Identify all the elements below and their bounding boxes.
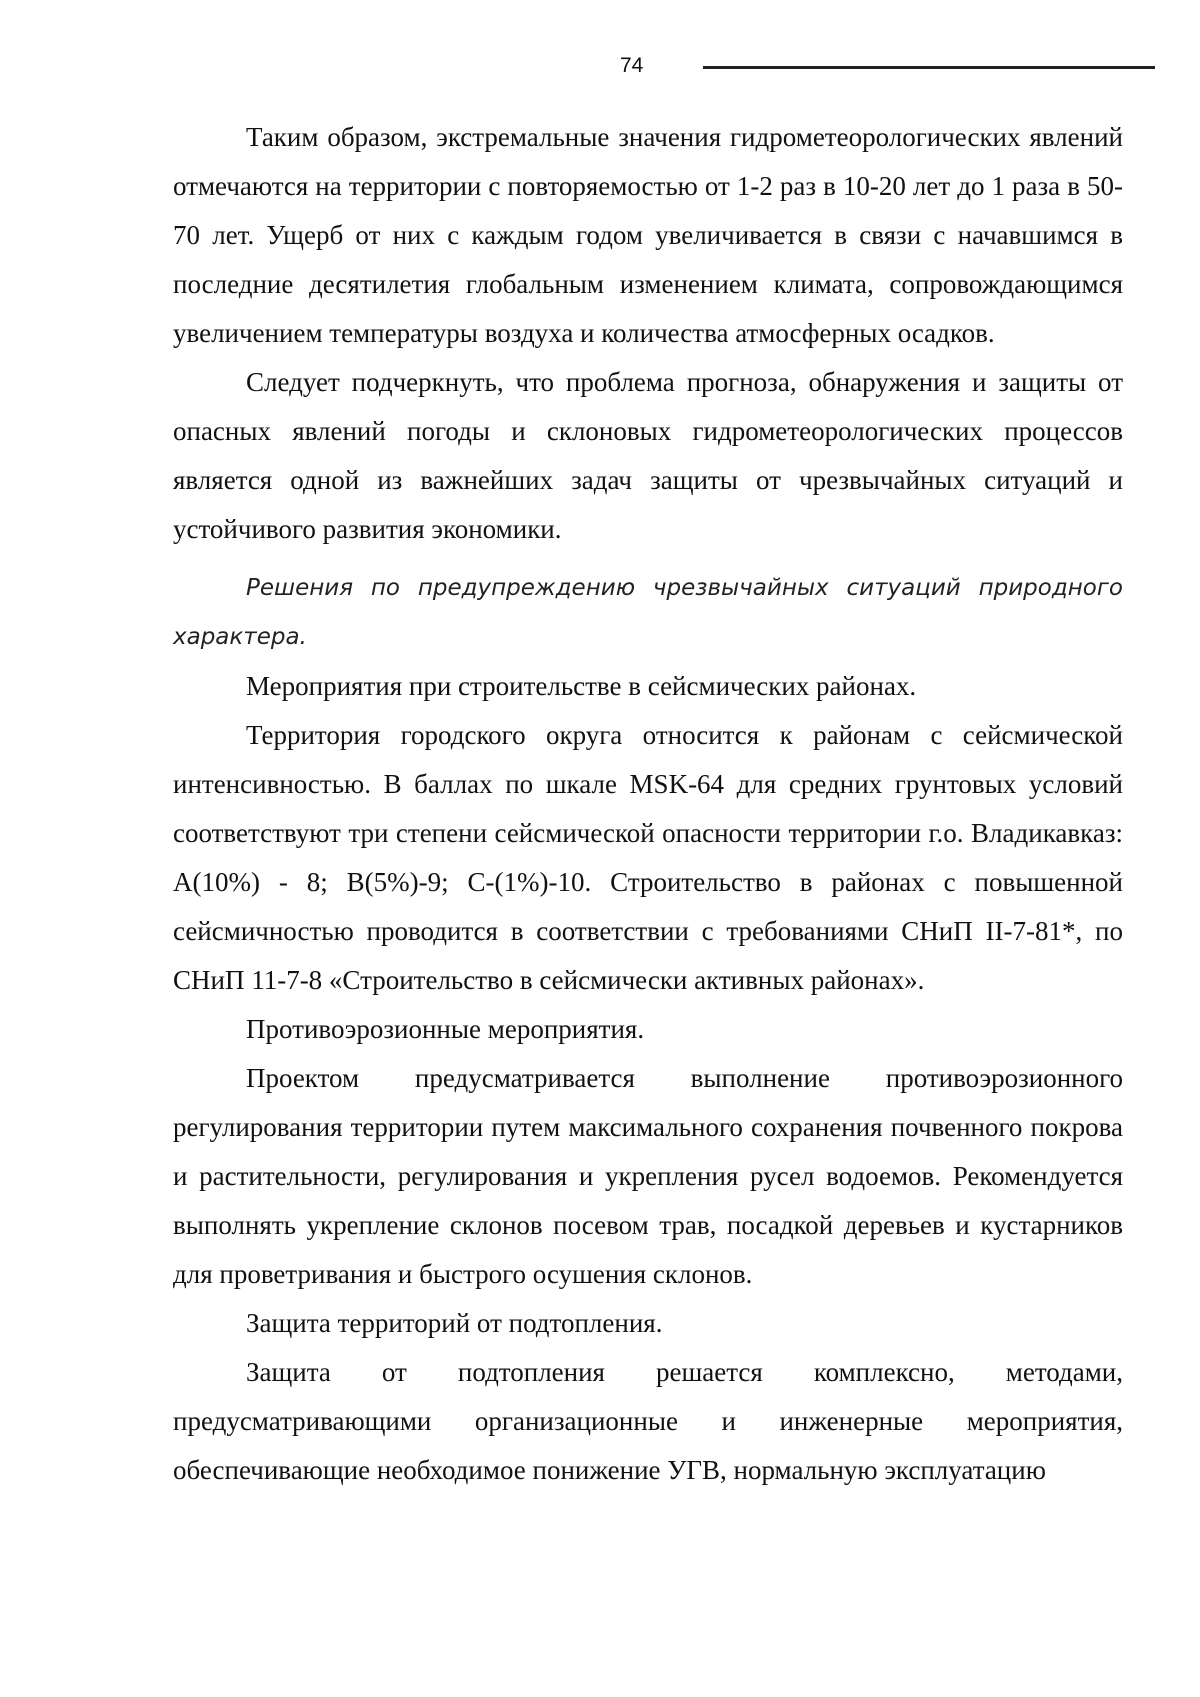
document-body	[173, 113, 1123, 1495]
subheading-flood-protection: Защита территорий от подтопления.	[246, 1308, 663, 1338]
paragraph-forecast-problem: Следует подчеркнуть, что проблема прогноза, обнаружения и защиты от опасных явлений погоды и склоновых гидрометеорологических процессов является одной из важнейших задач защиты от чрезвычайных ситуаций и устойчивого развития экономики.	[173, 367, 1123, 544]
paragraph-extreme-values: Таким образом, экстремальные значения гидрометеорологических явлений отмечаются на территории с повторяемостью от 1-2 раз в 10-20 лет до 1 раза в 50-70 лет. Ущерб от них с каждым годом увеличивается в связи с начавшимся в последние десятилетия глобальным изменением климата, сопровождающимся увеличением температуры воздуха и количества атмосферных осадков.	[173, 122, 1123, 348]
paragraph-anti-erosion: Проектом предусматривается выполнение противоэрозионного регулирования территории путем максимального сохранения почвенного покрова и растительности, регулирования и укрепления русел водоемов. Рекомендуется выполнять укрепление склонов посевом трав, посадкой деревьев и кустарников для проветривания и быстрого осушения склонов.	[173, 1063, 1123, 1289]
page-number: 74	[620, 54, 644, 77]
paragraph-seismic: Территория городского округа относится к районам с сейсмической интенсивностью. В баллах по шкале MSK-64 для средних грунтовых условий соответствуют три степени сейсмической опасности территории г.о. Владикавказ: А(10%) - 8; В(5%)-9; С-(1%)-10. Строительство в районах с повышенной сейсмичностью проводится в соответствии с требованиями СНиП II-7-81*, по СНиП 11-7-8 «Строительство в сейсмически активных районах».	[173, 720, 1123, 995]
header-rule	[703, 66, 1155, 69]
subheading-seismic: Мероприятия при строительстве в сейсмических районах.	[246, 671, 917, 701]
paragraph-flood-protection: Защита от подтопления решается комплексно, методами, предусматривающими организационные и инженерные мероприятия, обеспечивающие необходимое понижение УГВ, нормальную эксплуатацию	[173, 1357, 1123, 1485]
section-heading-prevention: Решения по предупреждению чрезвычайных ситуаций природного характера.	[173, 575, 1123, 650]
subheading-anti-erosion: Противоэрозионные мероприятия.	[246, 1014, 645, 1044]
